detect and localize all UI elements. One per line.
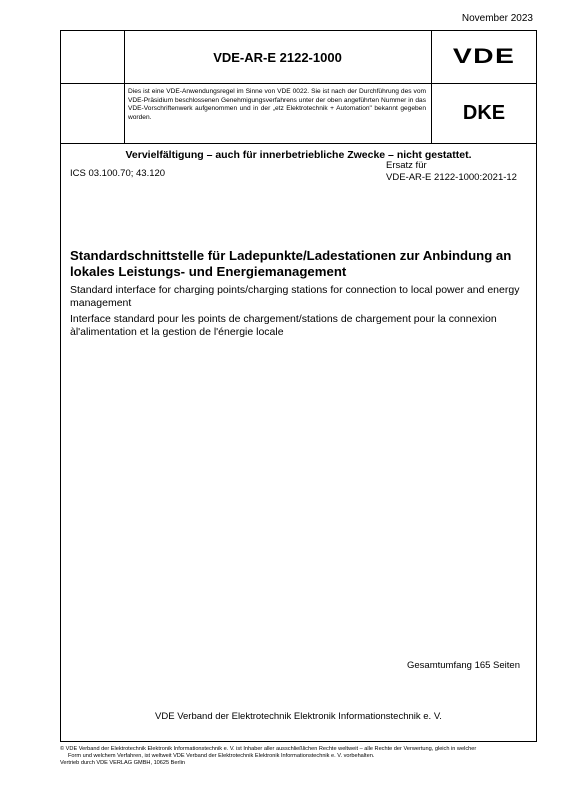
application-rule-notice: Dies ist eine VDE-Anwendungsregel im Sinne von VDE 0022. Sie ist nach der Durchführung des vom VDE-Präsidium beschlossenen Genehmigungsverfahrens unter der oben angeführten Nummer in das VDE-Vorschriftenwerk aufgenommen und in der „etz Elektrotechnik + Automation" bekannt gegeben worden.	[128, 88, 426, 121]
replaces-value: VDE-AR-E 2122-1000:2021-12	[386, 172, 517, 183]
vde-logo	[432, 31, 536, 83]
title-french: Interface standard pour les points de chargement/stations de chargement pour la connexion àl'alimentation et la gestion de l'énergie locale	[70, 313, 497, 338]
total-pages: Gesamtumfang 165 Seiten	[406, 660, 520, 671]
publisher-name: VDE Verband der Elektrotechnik Elektronik Informationstechnik e. V.	[155, 711, 442, 722]
dke-label: DKE	[462, 101, 506, 124]
vde-logo-text: VDE	[452, 45, 516, 68]
ics-classification: ICS 03.100.70; 43.120	[70, 168, 166, 179]
copyright-notice	[60, 746, 540, 768]
replaces-block	[386, 160, 517, 184]
reproduction-notice: Vervielfältigung – auch für innerbetriebliche Zwecke – nicht gestattet.	[125, 149, 472, 161]
document-number: VDE-AR-E 2122-1000	[213, 49, 342, 65]
title-english: Standard interface for charging points/charging stations for connection to local power and energy management	[70, 284, 520, 309]
publication-date: November 2023	[461, 13, 533, 24]
cover-frame	[60, 30, 537, 742]
copyright-line-1: © VDE Verband der Elektrotechnik Elektronik Informationstechnik e. V. ist Inhaber aller ausschließlichen Rechte weltweit – alle Rechte der Verwertung, gleich in welcher	[60, 746, 477, 752]
replaces-label: Ersatz für	[386, 160, 427, 171]
distribution-line: Vertrieb durch VDE VERLAG GMBH, 10625 Berlin	[60, 760, 185, 767]
copyright-line-2: Form und welchem Verfahren, ist weltweit VDE Verband der Elektrotechnik Elektronik Informationstechnik e. V. vorbehalten.	[68, 753, 375, 760]
title-german: Standardschnittstelle für Ladepunkte/Ladestationen zur Anbindung an lokales Leistungs- und Energiemanagement	[70, 248, 512, 279]
intro-divider	[61, 143, 536, 144]
